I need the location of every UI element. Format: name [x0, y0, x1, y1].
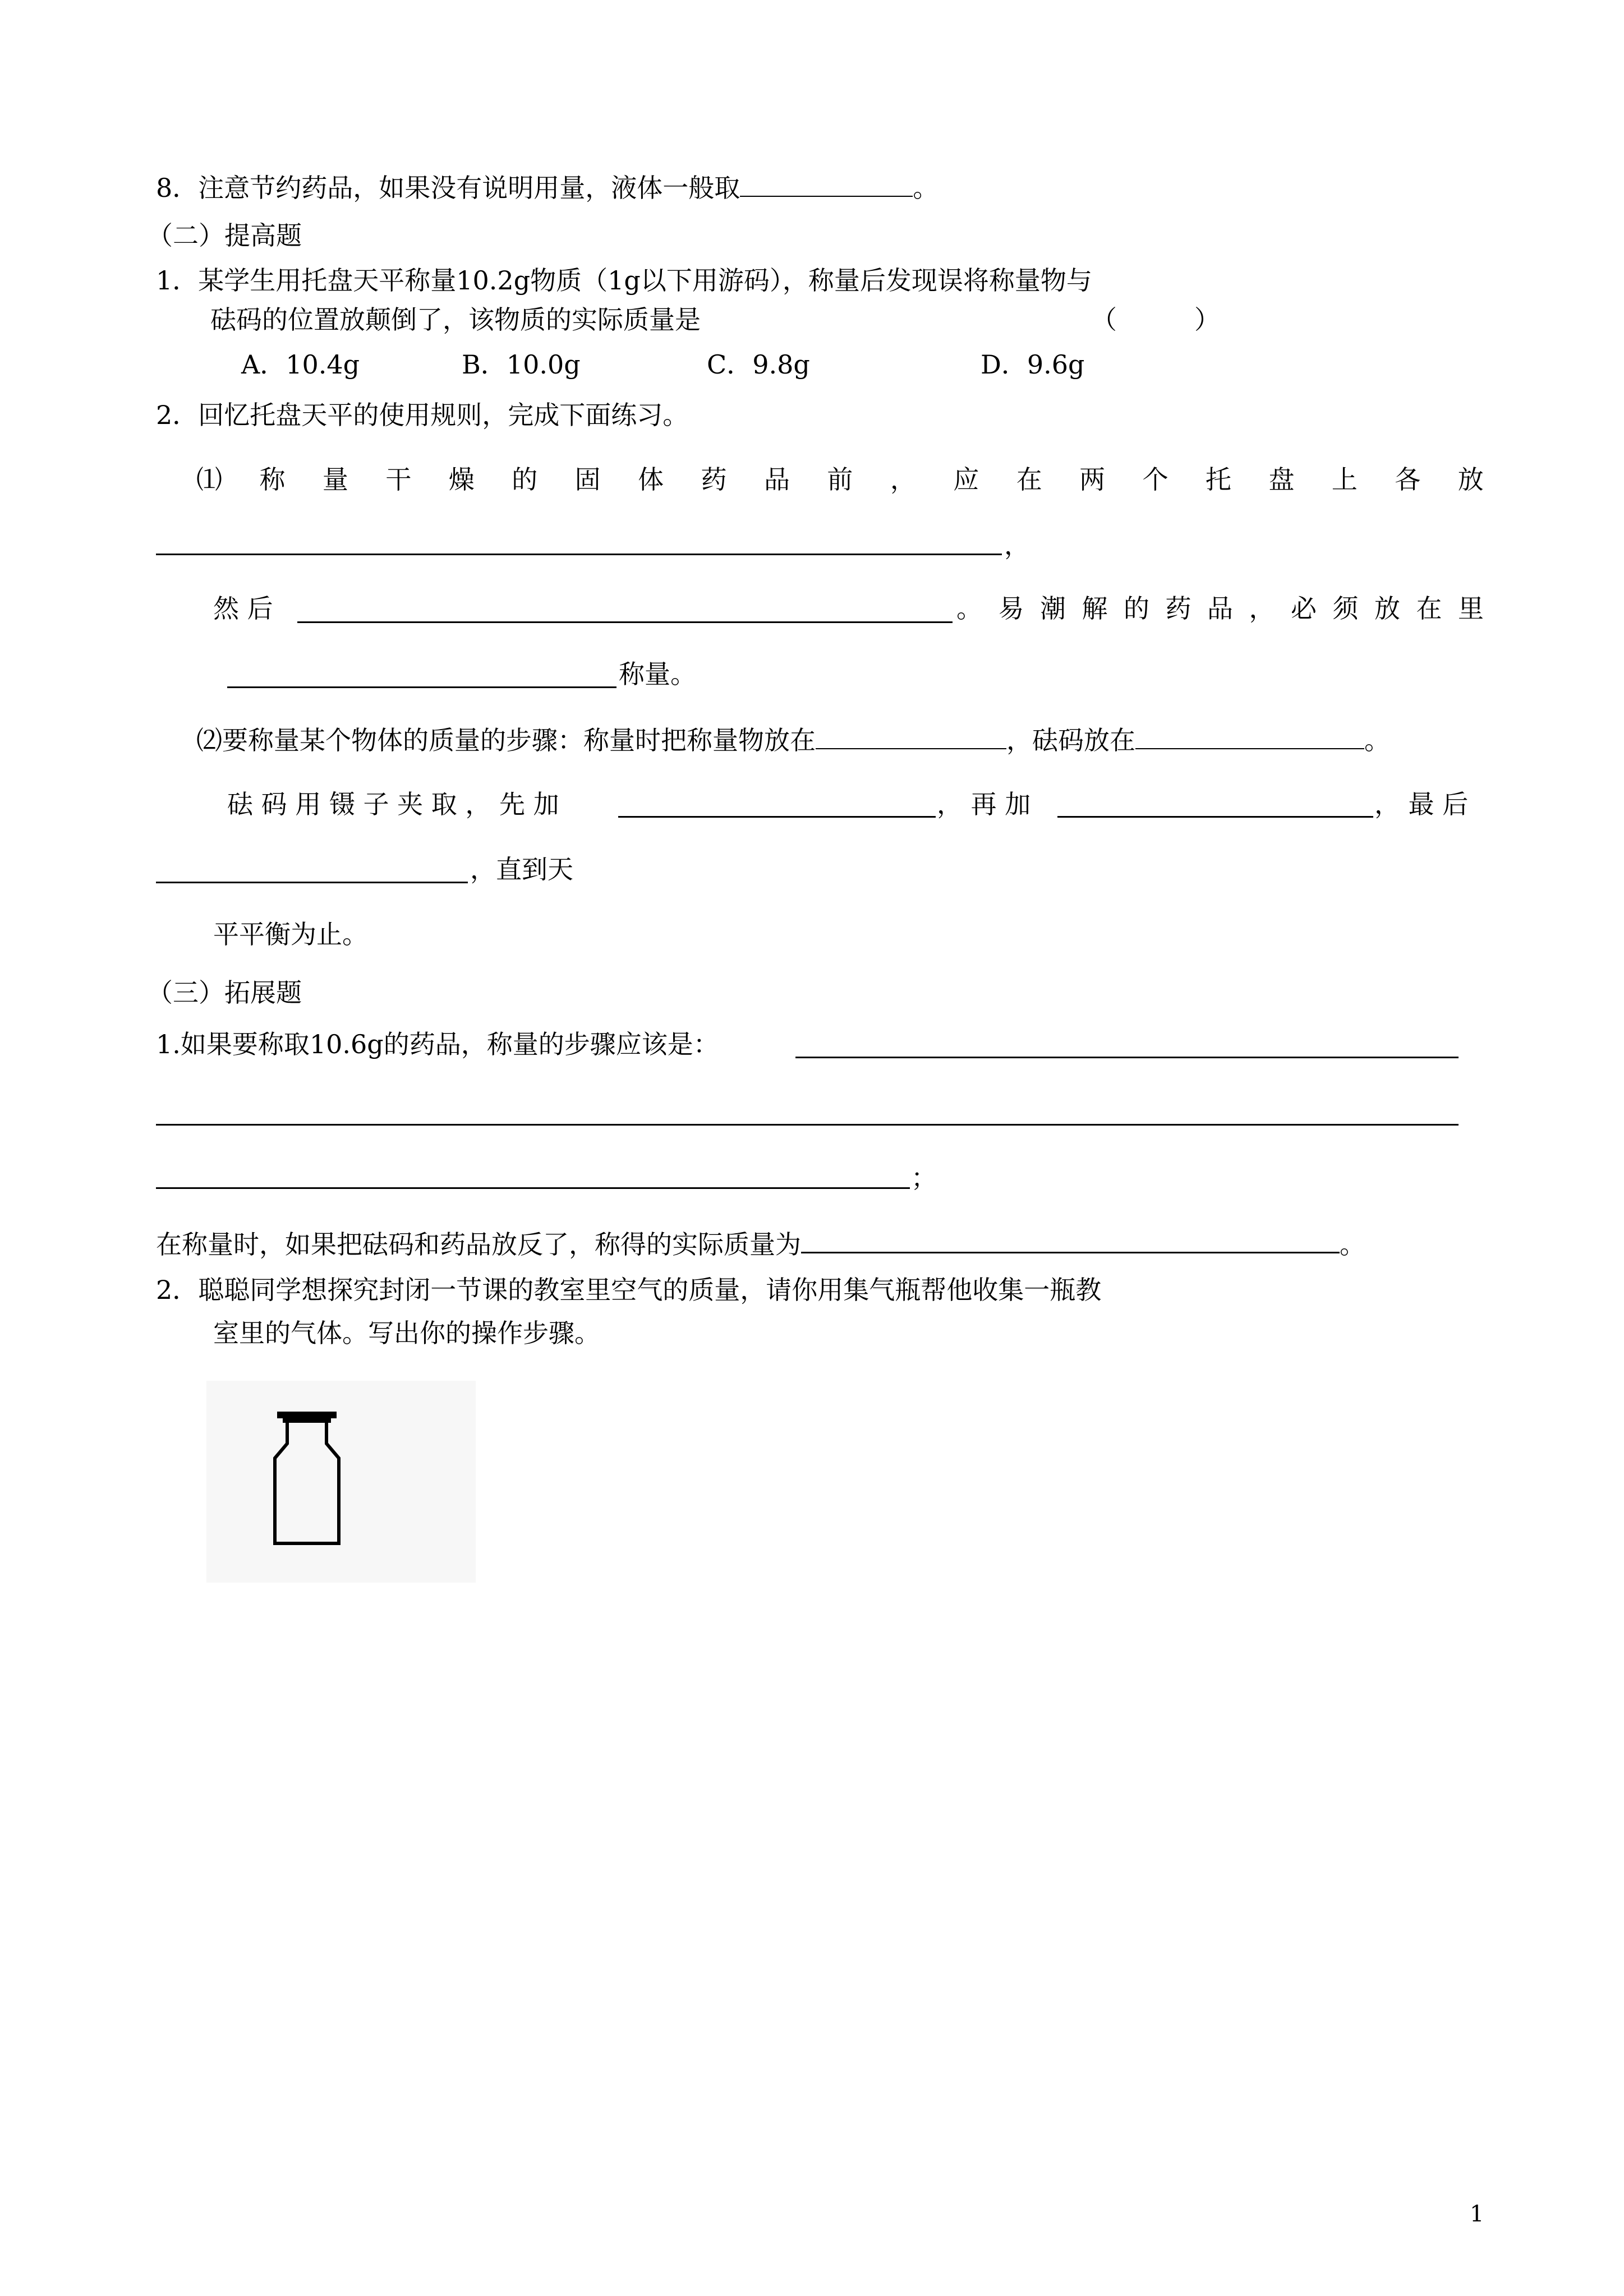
part-2-line-2-a: 砝 码 用 镊 子 夹 取 ， 先 加 — [227, 789, 559, 819]
extension-question-2-line-1: 2．聪聪同学想探究封闭一节课的教室里空气的质量，请你用集气瓶帮他收集一瓶教 — [156, 1275, 1102, 1305]
spread-char: 托 — [1206, 464, 1231, 495]
question-1-line-1: 1．某学生用托盘天平称量10.2g物质（1g以下用游码），称量后发现误将称量物与 — [156, 265, 1092, 296]
part-1-then-label: 然 后 — [213, 593, 273, 624]
answer-blank[interactable] — [816, 722, 1006, 749]
part-1-line-2-tail — [956, 592, 1484, 625]
section-heading-2: （二）提高题 — [147, 220, 302, 251]
question-8-end: 。 — [913, 173, 939, 203]
option-a[interactable]: A．10.4g — [241, 349, 360, 380]
spread-char: 各 — [1395, 464, 1421, 495]
question-8-text: 8．注意节约药品，如果没有说明用量，液体一般取 — [156, 173, 740, 203]
reverse-text: 在称量时，如果把砝码和药品放反了，称得的实际质量为 — [156, 1229, 801, 1260]
spread-char: ⑴ — [196, 464, 222, 495]
answer-blank[interactable] — [801, 1226, 1340, 1253]
answer-blank[interactable] — [1135, 722, 1364, 749]
option-b[interactable]: B．10.0g — [462, 349, 581, 380]
spread-char: 解 — [1082, 593, 1108, 624]
spread-char: 。 — [956, 593, 982, 624]
question-1-line-2: 砝码的位置放颠倒了，该物质的实际质量是 — [210, 305, 701, 335]
question-2-intro: 2．回忆托盘天平的使用规则，完成下面练习。 — [156, 400, 689, 430]
spread-char: 品 — [763, 464, 790, 495]
part-1-line-1 — [196, 463, 1484, 496]
spread-char: 在 — [1016, 464, 1042, 495]
part-2-mid: ，砝码放在 — [1006, 725, 1135, 755]
spread-char: 前 — [827, 464, 853, 495]
spread-char: 的 — [512, 464, 538, 495]
spread-char: 干 — [385, 464, 412, 495]
option-d[interactable]: D．9.6g — [981, 349, 1085, 380]
spread-char: 放 — [1457, 464, 1484, 495]
spread-char: 潮 — [1040, 593, 1066, 624]
part-2-text: ⑵要称量某个物体的质量的步骤：称量时把称量物放在 — [196, 725, 816, 755]
spread-char: 称 — [259, 464, 286, 495]
reverse-end: 。 — [1340, 1229, 1365, 1260]
part-2-line-1 — [196, 722, 1390, 757]
comma: ， — [1004, 530, 1030, 560]
answer-blank[interactable] — [156, 554, 1002, 555]
spread-char: 药 — [701, 464, 727, 495]
page-number: 1 — [1470, 2201, 1484, 2227]
part-2-line-2-b: ， 再 加 — [937, 789, 1031, 819]
answer-blank[interactable] — [1057, 816, 1373, 818]
spread-char: 固 — [574, 464, 601, 495]
option-c[interactable]: C．9.8g — [707, 349, 810, 380]
part-2-end: 。 — [1364, 725, 1390, 755]
answer-blank[interactable] — [297, 621, 953, 623]
spread-char: 盘 — [1268, 464, 1295, 495]
spread-char: 品 — [1207, 593, 1233, 624]
spread-char: 在 — [1416, 593, 1442, 624]
spread-char: 个 — [1142, 464, 1168, 495]
gas-collecting-bottle-icon — [206, 1381, 476, 1583]
spread-char: 必 — [1291, 593, 1317, 624]
spread-char: 须 — [1332, 593, 1359, 624]
question-8 — [156, 170, 938, 205]
extension-question-1-reverse — [156, 1226, 1365, 1261]
answer-blank[interactable] — [227, 686, 617, 688]
answer-paren: （ ） — [1091, 305, 1220, 335]
spread-char: ， — [1249, 593, 1275, 624]
spread-char: ， — [890, 464, 916, 495]
spread-char: 应 — [953, 464, 979, 495]
section-heading-3: （三）拓展题 — [147, 978, 302, 1008]
answer-blank[interactable] — [156, 1124, 1459, 1126]
spread-char: 上 — [1331, 464, 1358, 495]
spread-char: 的 — [1124, 593, 1149, 624]
answer-blank[interactable] — [156, 1187, 910, 1189]
part-2-line-4: 平平衡为止。 — [213, 919, 368, 949]
spread-char: 燥 — [448, 464, 475, 495]
answer-blank[interactable] — [618, 816, 936, 818]
spread-char: 易 — [998, 593, 1024, 624]
part-2-line-3-tail: ，直到天 — [470, 854, 573, 884]
part-2-line-2-c: ， 最 后 — [1374, 789, 1469, 819]
spread-char: 两 — [1079, 464, 1106, 495]
answer-blank[interactable] — [740, 170, 913, 197]
spread-char: 放 — [1374, 593, 1400, 624]
spread-char: 里 — [1458, 593, 1484, 624]
extension-question-1-text: 1.如果要称取10.6g的药品，称量的步骤应该是： — [156, 1029, 719, 1059]
spread-char: 体 — [638, 464, 664, 495]
part-1-line-3-tail: 称量。 — [619, 659, 696, 689]
extension-question-2-line-2: 室里的气体。写出你的操作步骤。 — [213, 1318, 600, 1348]
answer-blank[interactable] — [795, 1057, 1459, 1058]
semicolon: ； — [911, 1163, 937, 1193]
extension-question-1 — [156, 1027, 719, 1061]
spread-char: 量 — [322, 464, 348, 495]
spread-char: 药 — [1165, 593, 1191, 624]
answer-blank[interactable] — [156, 882, 468, 883]
